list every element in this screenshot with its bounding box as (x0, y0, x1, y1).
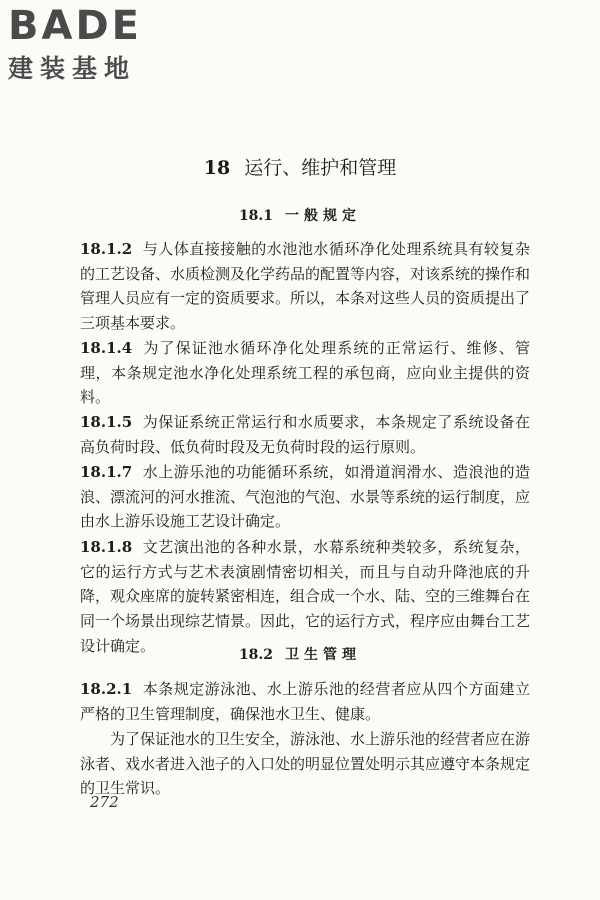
clause-text: 与人体直接接触的水池池水循环净化处理系统具有较复杂的工艺设备、水质检测及化学药品的配置等内容，对该系统的操作和管理人员应有一定的资质要求。所以，本条对这些人员的资质提出了三项基本要求。 (80, 240, 531, 333)
clause-number: 18.1.4 (80, 339, 133, 357)
chapter-title-text: 运行、维护和管理 (244, 157, 397, 179)
body-paragraph: 为了保证池水的卫生安全，游泳池、水上游乐池的经营者应在游泳者、戏水者进入池子的入口处的明显位置处明示其应遵守本条规定的卫生常识。 (80, 730, 531, 798)
clause-text: 本条规定游泳池、水上游乐池的经营者应从四个方面建立严格的卫生管理制度，确保池水卫生、健康。 (80, 680, 530, 723)
clause-18-1-4 (80, 336, 530, 410)
clause-18-2-1 (80, 677, 530, 726)
clause-number: 18.1.5 (80, 413, 133, 431)
clause-18-1-5 (80, 410, 530, 459)
section-number: 18.1 (238, 208, 274, 224)
section-title-18-1 (0, 206, 600, 226)
chapter-number: 18 (203, 157, 231, 179)
logo-subtitle: 建装基地 (8, 54, 137, 83)
clause-text: 文艺演出池的各种水景，水幕系统种类较多，系统复杂，它的运行方式与艺术表演剧情密切相关，而且与自动升降池底的升降，观众座席的旋转紧密相连，组合成一个水、陆、空的三维舞台在同一个场景出现综艺情景。因此，它的运行方式，程序应由舞台工艺设计确定。 (80, 538, 531, 655)
section-number: 18.2 (238, 647, 274, 663)
clause-18-1-8 (80, 535, 530, 659)
clause-text: 为保证系统正常运行和水质要求，本条规定了系统设备在高负荷时段、低负荷时段及无负荷时段的运行原则。 (80, 413, 530, 456)
bade-logo (8, 4, 178, 86)
section-title-text: 一般规定 (285, 208, 362, 224)
logo-wordmark: BADE (8, 3, 142, 49)
section-title-18-2 (0, 645, 600, 665)
clause-number: 18.2.1 (80, 680, 133, 698)
clause-number: 18.1.8 (80, 538, 133, 556)
clause-number: 18.1.7 (80, 463, 133, 481)
chapter-title (0, 155, 600, 181)
clause-number: 18.1.2 (80, 240, 133, 258)
section-title-text: 卫生管理 (285, 647, 362, 663)
page-number: 272 (90, 793, 119, 811)
clause-18-1-2 (80, 237, 530, 336)
clause-text: 水上游乐池的功能循环系统，如滑道润滑水、造浪池的造浪、漂流河的河水推流、气泡池的气泡、水景等系统的运行制度，应由水上游乐设施工艺设计确定。 (80, 463, 531, 531)
clause-text: 为了保证池水循环净化处理系统的正常运行、维修、管理，本条规定池水净化处理系统工程的承包商，应向业主提供的资料。 (80, 339, 530, 407)
clause-18-1-7 (80, 460, 530, 534)
